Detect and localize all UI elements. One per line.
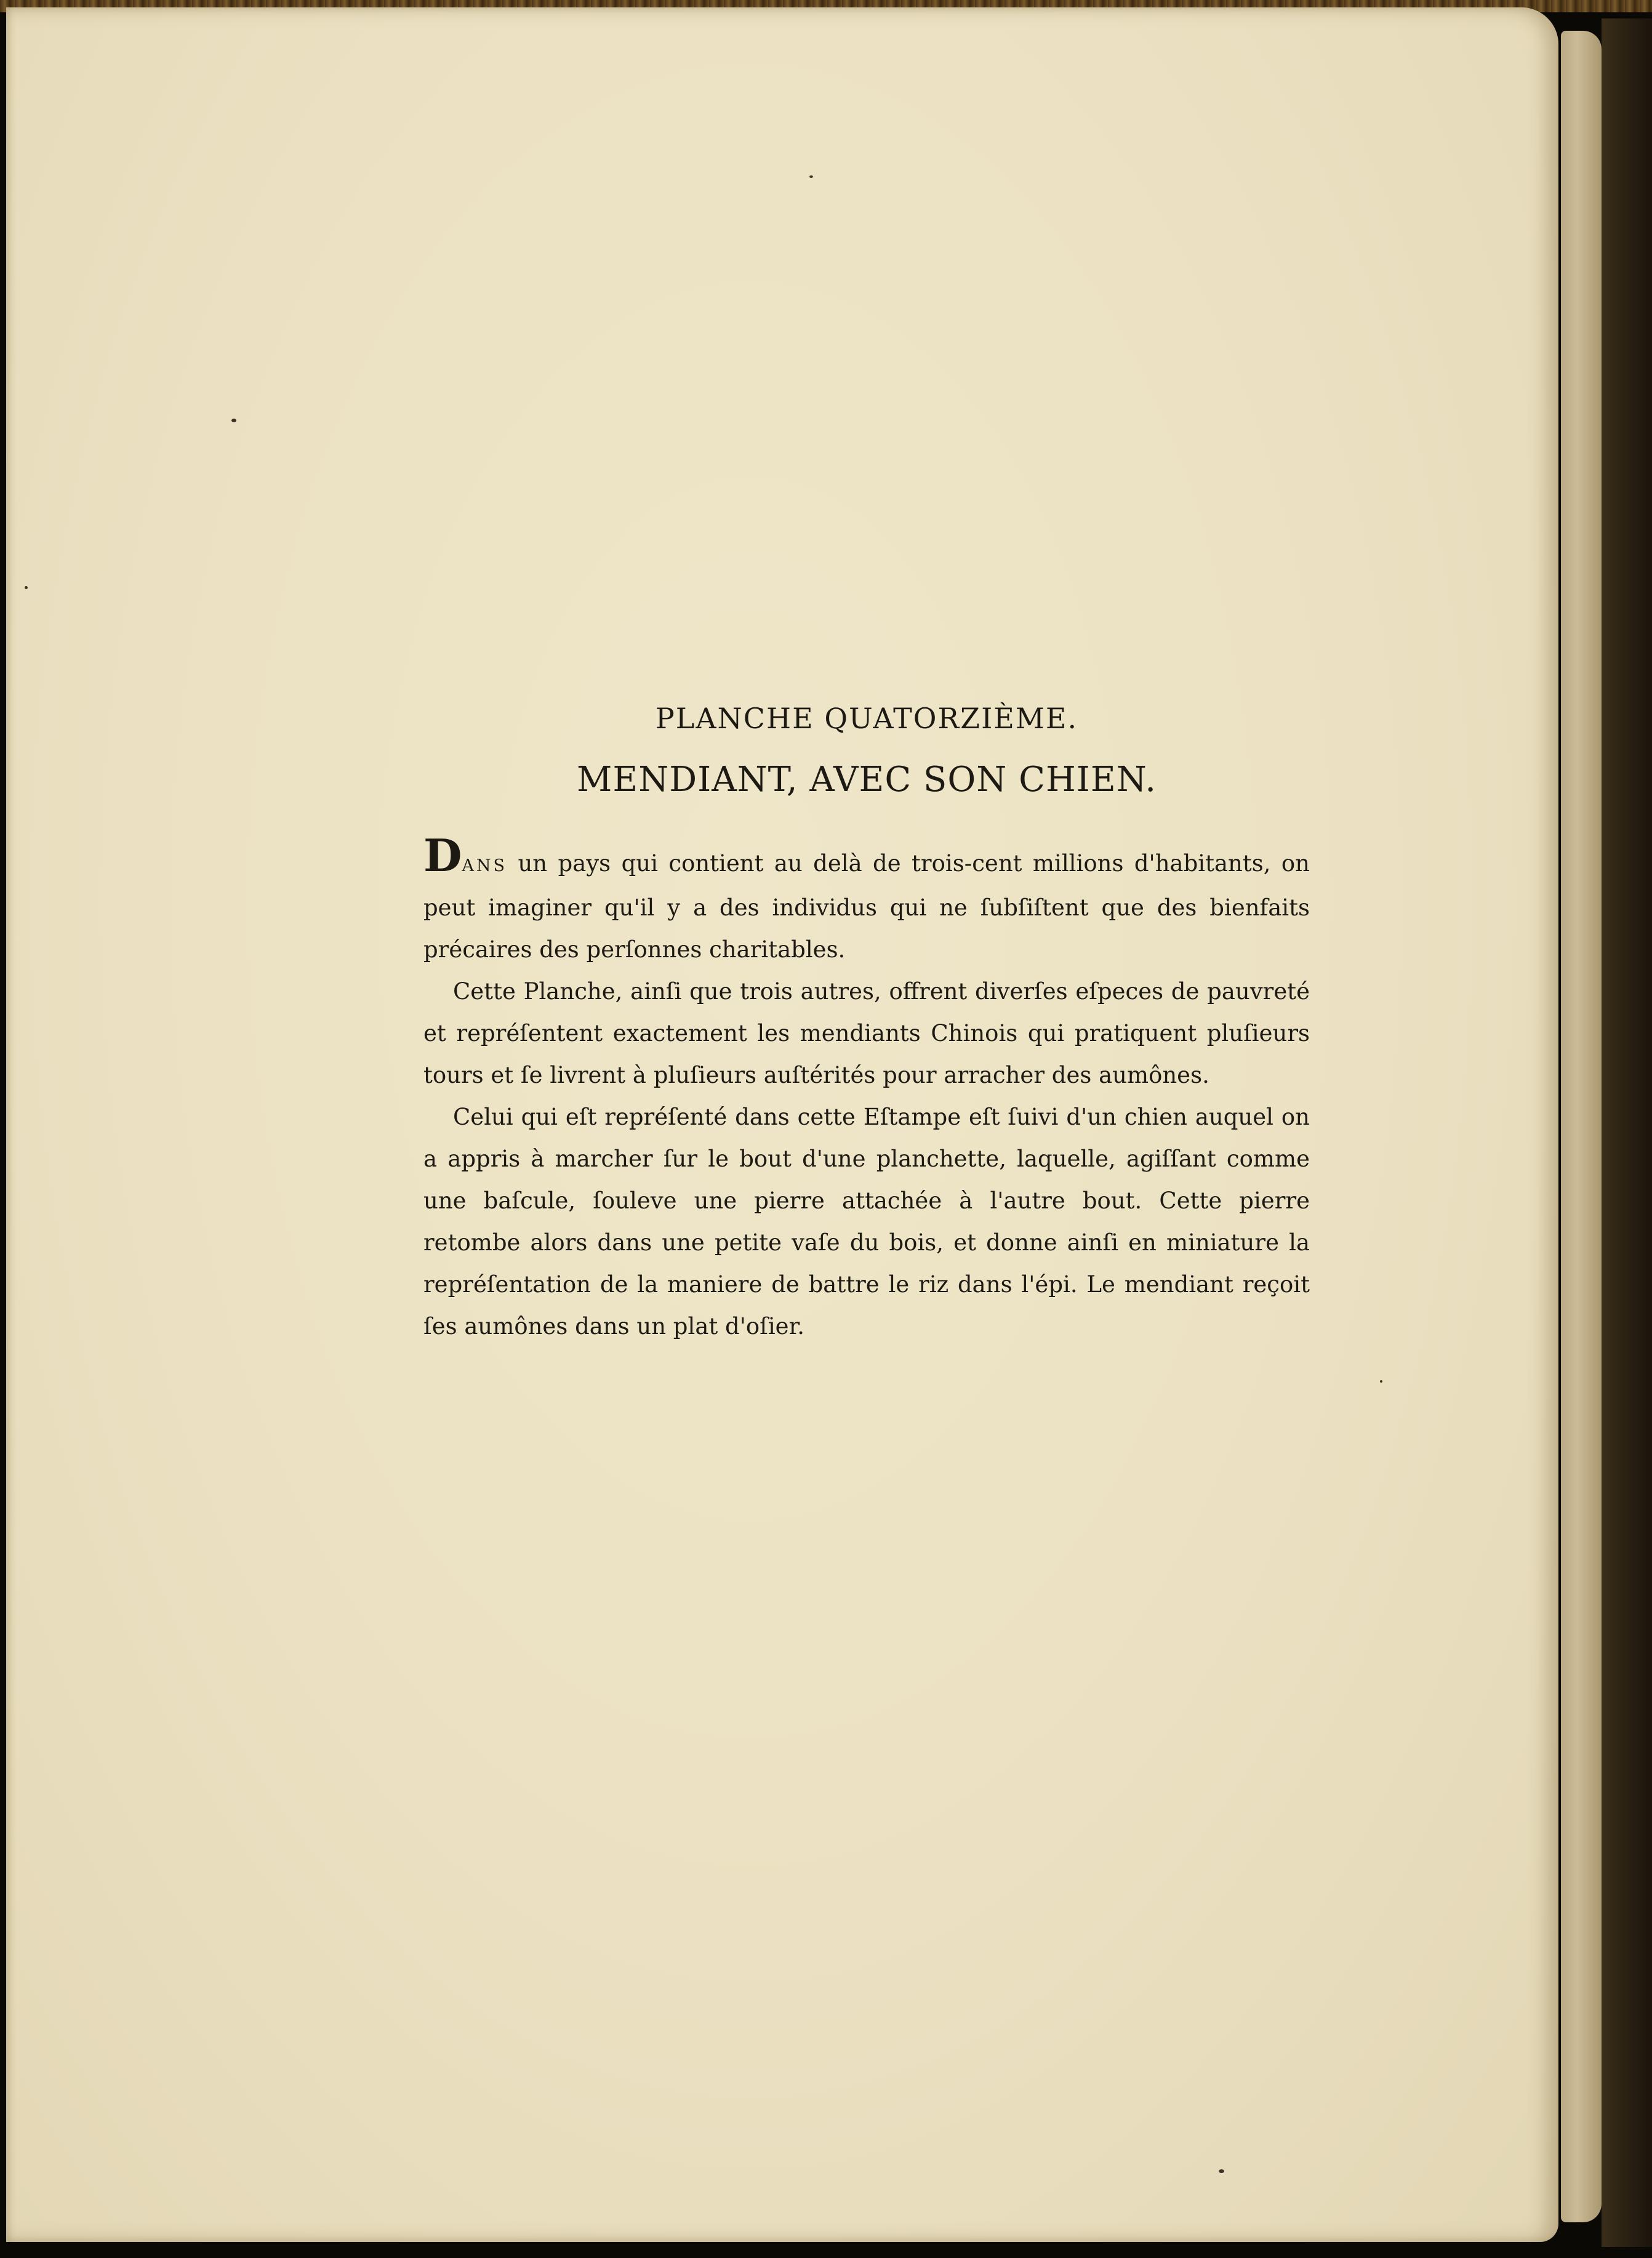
facing-page-shadow — [1602, 18, 1652, 2247]
paper-speck — [1380, 1380, 1382, 1383]
page-title: MENDIANT, AVEC SON CHIEN. — [577, 760, 1157, 800]
paragraph-1-text: un pays qui contient au delà de trois-cent millions d'habitants, on peut imaginer qu'il y a des individus qui ne ſubſiſtent que des bienfaits précaires des perſonnes charitables. — [423, 850, 1310, 963]
paragraph-3: Celui qui eſt repréſenté dans cette Eſtampe eſt ſuivi d'un chien auquel on a appris à marcher ſur le bout d'une planchette, laquelle, agiſſant comme une baſcule, ſouleve une pierre attachée à l'autre bout. Cette pierre retombe alors dans une petite vaſe du bois, et donne ainſi en miniature la repréſentation de la maniere de battre le riz dans l'épi. Le mendiant reçoit ſes aumônes dans un plat d'oſier. — [423, 1104, 1310, 1340]
text-block — [423, 702, 1310, 1348]
paper-speck — [809, 175, 813, 178]
paragraph-1 — [423, 829, 1310, 971]
small-caps-lead: ANS — [462, 856, 508, 875]
paper-speck — [231, 419, 236, 422]
plate-label: PLANCHE QUATORZIÈME. — [655, 702, 1078, 735]
paragraph-2: Cette Planche, ainſi que trois autres, offrent diverſes eſpeces de pauvreté et repréſentent exactement les mendiants Chinois qui pratiquent pluſieurs tours et ſe livrent à pluſieurs auſtérités pour arracher des aumônes. — [423, 978, 1310, 1088]
drop-cap: D — [423, 829, 462, 882]
paper-speck — [1219, 2169, 1224, 2173]
paper-speck — [25, 586, 28, 589]
page-stack-edge — [1561, 31, 1602, 2222]
